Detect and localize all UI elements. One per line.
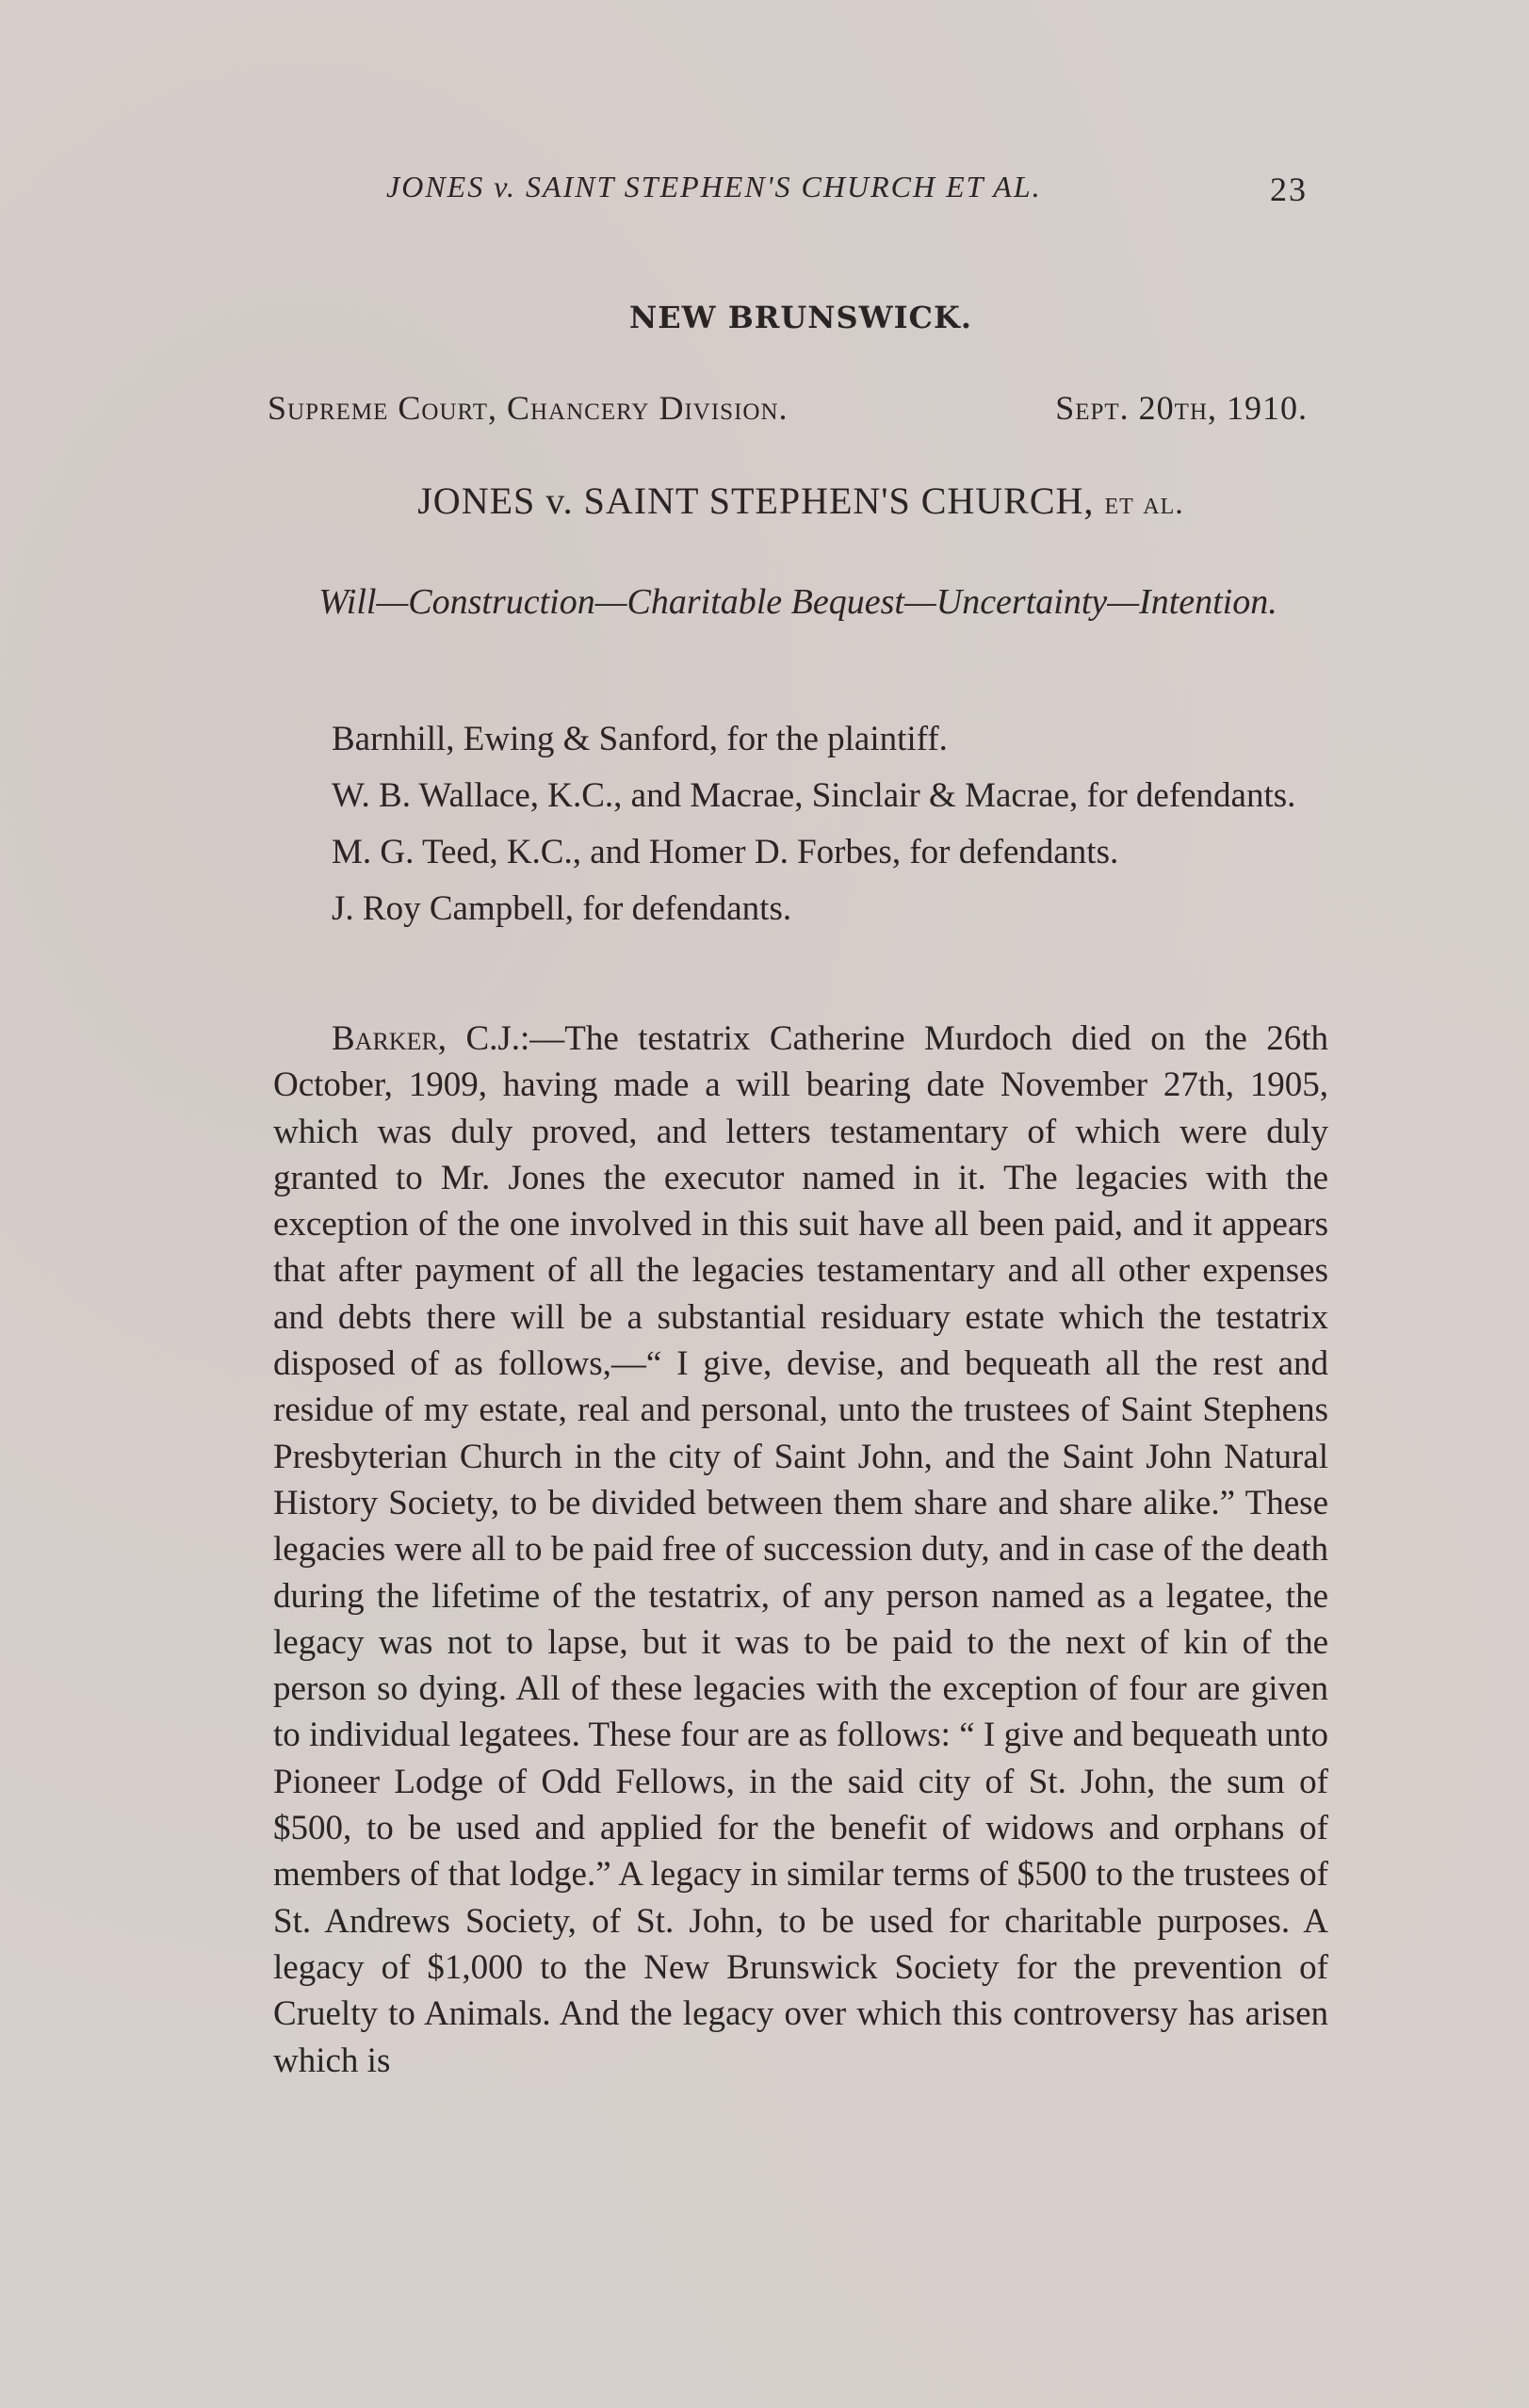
headnote: Will—Construction—Charitable Bequest—Uncertainty—Intention.	[318, 582, 1277, 622]
court-line	[268, 388, 1328, 435]
court-name: Supreme Court, Chancery Division.	[268, 389, 789, 427]
opinion-paragraph	[273, 1016, 1328, 2084]
decision-date: Sept. 20th, 1910.	[1055, 389, 1308, 427]
counsel-list	[273, 716, 1328, 942]
running-head	[273, 170, 1328, 217]
judge-name: Barker, C.J.	[332, 1019, 521, 1058]
opinion-body	[273, 1016, 1328, 2084]
running-head-title: JONES v. SAINT STEPHEN'S CHURCH ET AL.	[386, 170, 1042, 203]
counsel-line: W. B. Wallace, K.C., and Macrae, Sinclair & Macrae, for defendants.	[332, 776, 1296, 815]
case-title-main: JONES v. SAINT STEPHEN'S CHURCH,	[417, 480, 1095, 522]
jurisdiction-heading: NEW BRUNSWICK.	[629, 300, 972, 335]
case-title	[273, 479, 1328, 523]
counsel-line: J. Roy Campbell, for defendants.	[332, 889, 792, 928]
opinion-text: :—The testatrix Catherine Murdoch died on the 26th October, 1909, having made a will bearing date November 27th, 1905, which was duly proved, and letters testamentary of which were duly granted to Mr. Jones the executor named in it. The legacies with the exception of the one involved in this suit have all been paid, and it appears that after payment of all the legacies testamentary and all other expenses and debts there will be a substantial residuary estate which the testatrix disposed of as follows,—“ I give, devise, and bequeath all the rest and residue of my estate, real and personal, unto the trustees of Saint Stephens Presbyterian Church in the city of Saint John, and the Saint John Natural History Society, to be divided between them share and share alike.” These legacies were all to be paid free of succession duty, and in case of the death during the lifetime of the testatrix, of any person named as a legatee, the legacy was not to lapse, but it was to be paid to the next of kin of the person so dying. All of these legacies with the exception of four are given to individual legatees. These four are as follows: “ I give and bequeath unto Pioneer Lodge of Odd Fellows, in the said city of St. John, the sum of $500, to be used and applied for the benefit of widows and orphans of members of that lodge.” A legacy in similar terms of $500 to the trustees of St. Andrews Society, of St. John, to be used for charitable purposes. A legacy of $1,000 to the New Brunswick Society for the prevention of Cruelty to Animals. And the legacy over which this controversy has arisen which is	[273, 1019, 1329, 2080]
case-title-suffix: et al.	[1104, 486, 1184, 521]
counsel-line: M. G. Teed, K.C., and Homer D. Forbes, for defendants.	[332, 833, 1119, 871]
book-page	[268, 151, 1329, 2318]
page-number: 23	[1270, 171, 1308, 208]
counsel-line: Barnhill, Ewing & Sanford, for the plaintiff.	[332, 720, 948, 758]
